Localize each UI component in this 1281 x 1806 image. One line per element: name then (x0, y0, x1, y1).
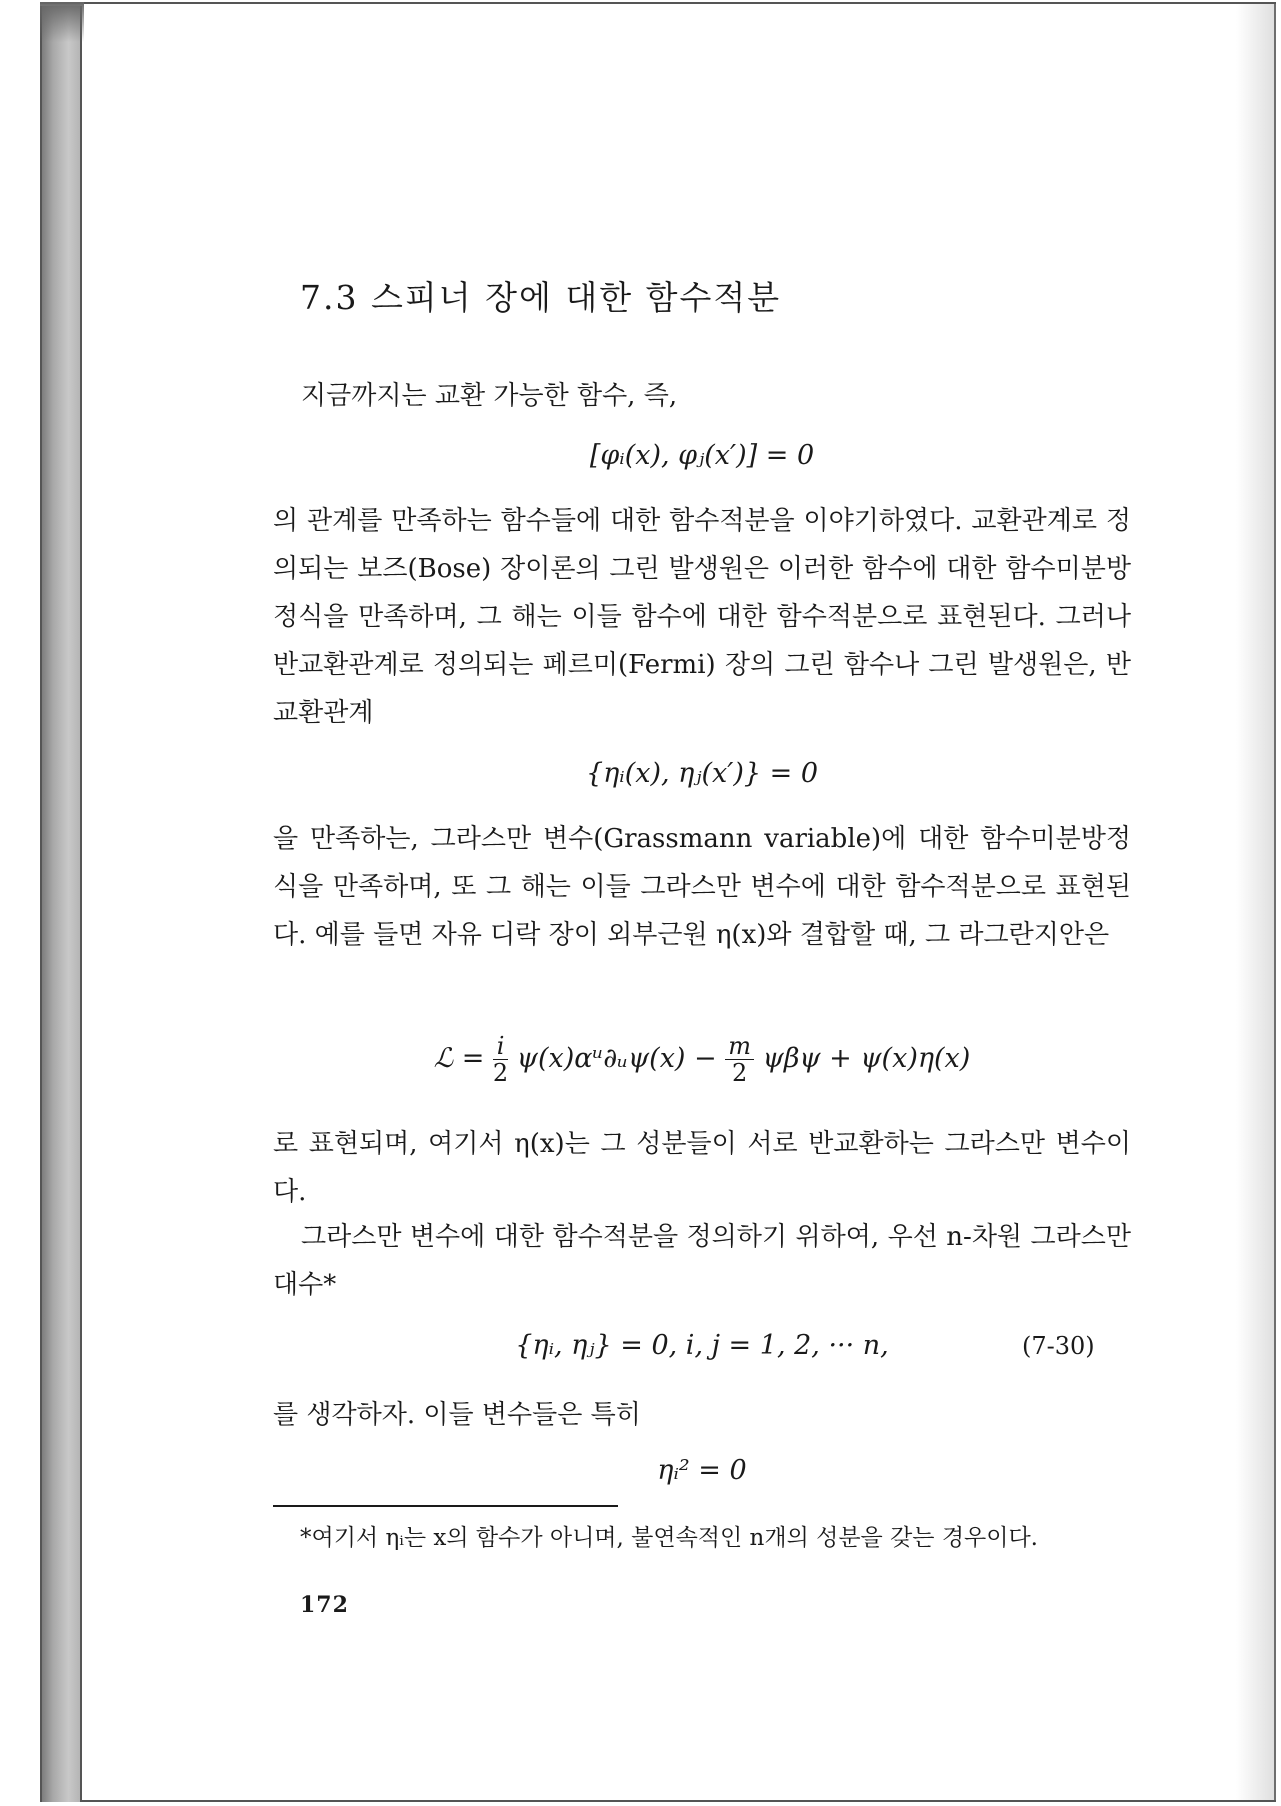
fraction-denominator: 2 (492, 1059, 509, 1087)
equation-number: (7-30) (1022, 1332, 1095, 1360)
fraction-m-over-2 (725, 1033, 754, 1086)
paragraph-bose-fermi: 의 관계를 만족하는 함수들에 대한 함수적분을 이야기하였다. 교환관계로 정의되는 보즈(Bose) 장이론의 그린 발생원은 이러한 함수에 대한 함수미분방정식을 만족하며, 그 해는 이들 함수에 대한 함수적분으로 표현된다. 그러나 반교환관계로 정의되는 페르미(Fermi) 장의 그린 함수나 그린 발생원은, 반교환관계 (273, 506, 1131, 728)
fraction-numerator: i (493, 1033, 508, 1060)
footnote: *여기서 ηᵢ는 x의 함수가 아니며, 불연속적인 n개의 성분을 갖는 경우이다. (300, 1525, 1038, 1551)
fraction-i-over-2 (493, 1033, 508, 1086)
paragraph-consider: 를 생각하자. 이들 변수들은 특히 (273, 1400, 641, 1430)
lagrangian-lhs: ℒ = (433, 1043, 485, 1074)
lagrangian-rhs: ψβψ + ψ(x)η(x) (762, 1043, 971, 1074)
section-heading: 7.3 스피너 장에 대한 함수적분 (300, 278, 782, 317)
paragraph-grassmann: 을 만족하는, 그라스만 변수(Grassmann variable)에 대한 함수미분방정식을 만족하며, 또 그 해는 이들 그라스만 변수에 대한 함수적분으로 표현된다. 예를 들면 자유 디락 장이 외부근원 η(x)와 결합할 때, 그 라그란지안은 (273, 824, 1131, 950)
page-edge-shadow (1236, 4, 1276, 1800)
equation-7-30: {ηᵢ, ηⱼ} = 0, i, j = 1, 2, ··· n, (515, 1330, 889, 1361)
paragraph-grassmann-source: 로 표현되며, 여기서 η(x)는 그 성분들이 서로 반교환하는 그라스만 변수이다. (273, 1129, 1131, 1207)
paragraph-grassmann-algebra: 그라스만 변수에 대한 함수적분을 정의하기 위하여, 우선 n-차원 그라스만 대수* (273, 1222, 1131, 1300)
equation-anticommutator: {ηᵢ(x), ηⱼ(x′)} = 0 (585, 758, 819, 789)
paragraph-intro: 지금까지는 교환 가능한 함수, 즉, (301, 381, 678, 411)
book-spine-shade (40, 2, 84, 42)
footnote-divider (273, 1505, 618, 1507)
lagrangian-middle-term: ψ(x)αᵘ∂ᵤψ(x) − (516, 1043, 717, 1074)
equation-commutator: [φᵢ(x), φⱼ(x′)] = 0 (589, 440, 815, 471)
fraction-denominator: 2 (732, 1059, 748, 1087)
fraction-numerator: m (725, 1033, 754, 1060)
equation-nilpotent: ηᵢ² = 0 (657, 1455, 747, 1486)
book-spine (40, 6, 82, 1802)
page-number: 172 (300, 1592, 349, 1618)
equation-lagrangian (273, 1033, 1131, 1086)
